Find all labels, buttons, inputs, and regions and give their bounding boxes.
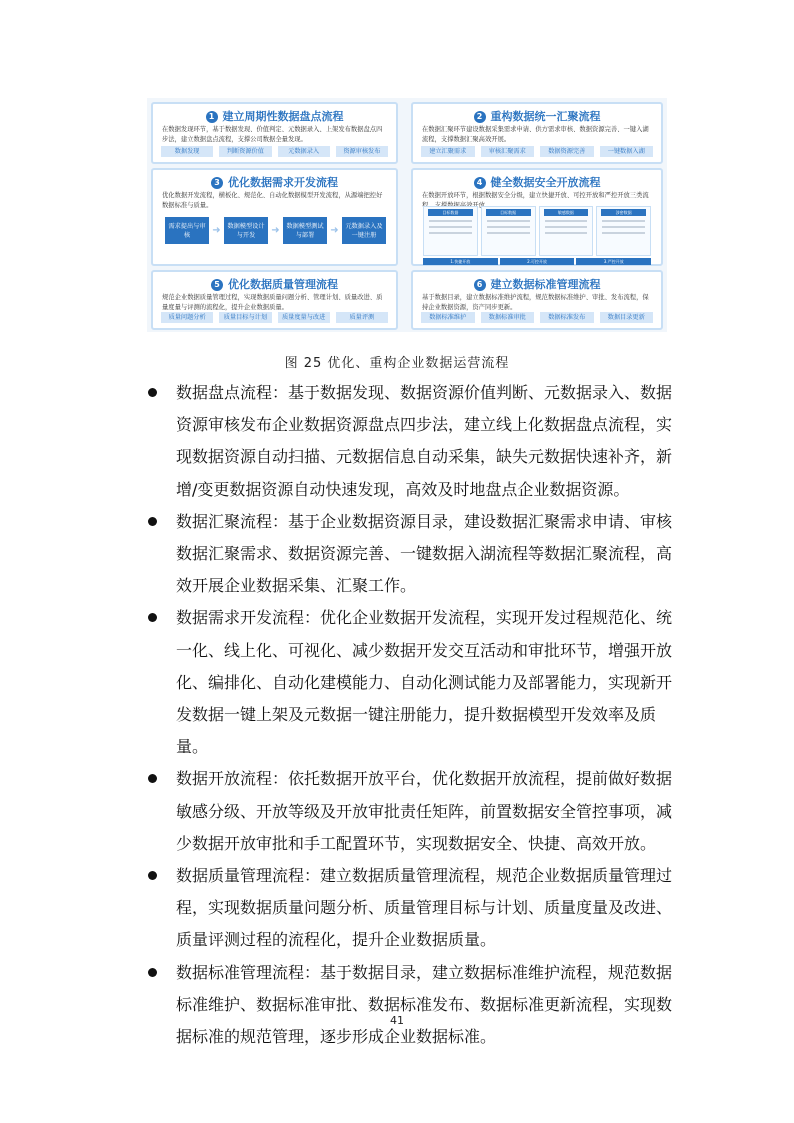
panel-title: 4 健全数据安全开放流程	[413, 174, 661, 190]
tag: 建立汇聚需求	[421, 146, 475, 157]
list-item: 数据质量管理流程：建立数据质量管理流程，规范企业数据质量管理过程，实现数据质量问题分析、质量管理目标与计划、质量度量及改进、质量评测过程的流程化，提升企业数据质量。	[148, 860, 676, 957]
number-badge: 4	[474, 177, 486, 189]
panel-inventory	[151, 102, 398, 164]
arrow-right-icon: ➜	[212, 225, 221, 236]
tag: 数据发现	[161, 146, 213, 157]
number-badge: 1	[206, 111, 218, 123]
data-category-column: 目标数据	[481, 206, 536, 256]
bullet-icon	[148, 774, 157, 783]
page-number: 41	[390, 1014, 404, 1027]
bullet-icon	[148, 388, 157, 397]
flow-step: 数据模型测试与部署	[283, 217, 327, 244]
bullet-icon	[148, 517, 157, 526]
panel-title: 1 建立周期性数据盘点流程	[153, 108, 396, 124]
panel-quality	[151, 270, 398, 330]
open-mode: 1.快捷开放	[423, 258, 498, 265]
tag: 质量度量与改进	[278, 312, 330, 323]
flow-step: 需求提出与审核	[165, 217, 209, 244]
panel-standards	[411, 270, 663, 330]
panel-development	[151, 168, 398, 266]
process-figure	[147, 98, 667, 332]
panel-description: 在数据开放环节，根据数据安全分级，建立快捷开放、可控开放和严控开放三类流	[422, 192, 649, 199]
panel-title: 5 优化数据质量管理流程	[153, 276, 396, 292]
tag: 一键数据入湖	[600, 146, 654, 157]
data-category-column: 目标数据	[423, 206, 478, 256]
panel-aggregation	[411, 102, 663, 164]
open-mode: 3.严控开放	[576, 258, 651, 265]
tag: 数据标准审批	[481, 312, 535, 323]
flow-step: 元数据录入及一键注册	[342, 217, 386, 244]
process-flow	[165, 217, 386, 244]
list-item: 数据标准管理流程：基于数据目录，建立数据标准维护流程，规范数据标准维护、数据标准审批、数据标准发布、数据标准更新流程，实现数据标准的规范管理，逐步形成企业数据标准。	[148, 957, 676, 1054]
bullet-icon	[148, 871, 157, 880]
tag: 判断资源价值	[219, 146, 271, 157]
open-mode-bar	[423, 258, 651, 265]
number-badge: 5	[211, 279, 223, 291]
panel-title: 3 优化数据需求开发流程	[153, 174, 396, 190]
panel-description: 规范企业数据质量管理过程，实现数据质量问题分析、管理计划、质量改进、质量度量与评测的流程化，提升企业数据质量。	[162, 294, 383, 311]
number-badge: 2	[474, 111, 486, 123]
list-item: 数据开放流程：依托数据开放平台，优化数据开放流程，提前做好数据敏感分级、开放等级及开放审批责任矩阵，前置数据安全管控事项，减少数据开放审批和手工配置环节，实现数据安全、快捷、高效开放。	[148, 763, 676, 860]
panel-title: 6 建立数据标准管理流程	[413, 276, 661, 292]
arrow-right-icon: ➜	[271, 225, 280, 236]
tag: 数据目录更新	[600, 312, 654, 323]
number-badge: 3	[211, 177, 223, 189]
tag: 元数据录入	[278, 146, 330, 157]
flow-step: 数据模型设计与开发	[224, 217, 268, 244]
panel-description: 在数据发现环节，基于数据发现、价值判定、元数据录入、上架发布数据盘点四步法，建立数据盘点流程，支撑公司数据全量发现。	[162, 126, 383, 143]
figure-caption: 图 25 优化、重构企业数据运营流程	[284, 356, 510, 371]
bullet-list	[148, 377, 676, 1053]
data-category-column: 敏感数据	[539, 206, 594, 256]
tag: 资源审核发布	[336, 146, 388, 157]
list-item: 数据汇聚流程：基于企业数据资源目录，建设数据汇聚需求申请、审核数据汇聚需求、数据资源完善、一键数据入湖流程等数据汇聚流程，高效开展企业数据采集、汇聚工作。	[148, 506, 676, 603]
data-category-columns	[423, 206, 651, 256]
data-category-column: 涉密数据	[596, 206, 651, 256]
tag: 审核汇聚需求	[481, 146, 535, 157]
tag: 质量评测	[336, 312, 388, 323]
tag: 质量目标与计划	[219, 312, 271, 323]
panel-opening	[411, 168, 663, 266]
tag: 数据标准维护	[421, 312, 475, 323]
tag: 数据标准发布	[540, 312, 594, 323]
arrow-right-icon: ➜	[330, 225, 339, 236]
tag: 数据资源完善	[540, 146, 594, 157]
bullet-icon	[148, 613, 157, 622]
tag: 质量问题分析	[161, 312, 213, 323]
panel-description: 基于数据目录，建立数据标准维护流程，规范数据标准维护、审批、发布流程，保持企业数据资源，资产同步更新。	[422, 294, 649, 311]
bullet-icon	[148, 968, 157, 977]
panel-description: 优化数据开发流程，横板化、规范化、自动化数据模型开发流程，从源端把控好数据标准与质量。	[162, 192, 383, 209]
list-item: 数据需求开发流程：优化企业数据开发流程，实现开发过程规范化、统一化、线上化、可视化、减少数据开发交互活动和审批环节，增强开放化、编排化、自动化建模能力、自动化测试能力及部署能力，实现新开发数据一键上架及元数据一键注册能力，提升数据模型开发效率及质量。	[148, 602, 676, 763]
panel-description: 在数据汇聚环节建设数据采集需求申请、供方需求审核、数据资源完善、一键入湖流程，支撑数据汇聚高效开展。	[422, 126, 649, 143]
panel-title: 2 重构数据统一汇聚流程	[413, 108, 661, 124]
list-item: 数据盘点流程：基于数据发现、数据资源价值判断、元数据录入、数据资源审核发布企业数据资源盘点四步法，建立线上化数据盘点流程，实现数据资源自动扫描、元数据信息自动采集，缺失元数据快速补齐，新增/变更数据资源自动快速发现，高效及时地盘点企业数据资源。	[148, 377, 676, 506]
open-mode: 2.可控开放	[500, 258, 575, 265]
number-badge: 6	[474, 279, 486, 291]
